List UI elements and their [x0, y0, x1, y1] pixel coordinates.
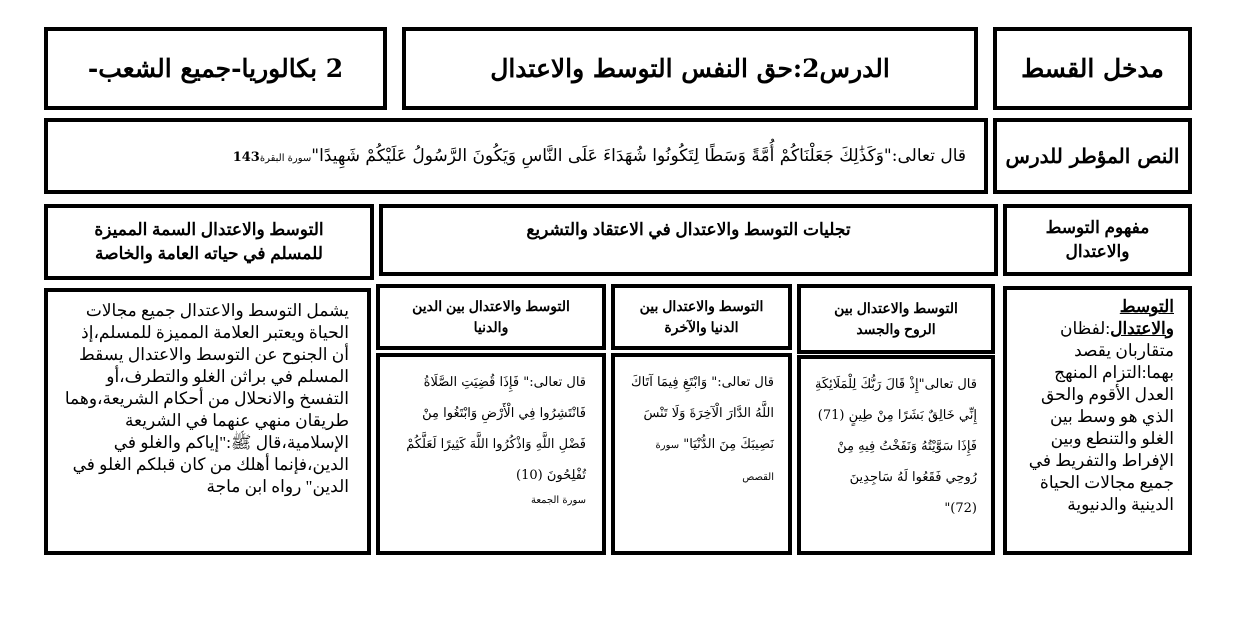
feature-text: يشمل التوسط والاعتدال جميع مجالات الحياة ويعتبر العلامة المميزة للمسلم،إذ أن الجنوح عن التوسط والاعتدال يسقط المسلم في براثن الغلو والتطرف،أو التفسخ والانحلال من أحكام الشريعة،وهما طريقان منهي عنهما في الشريعة الإسلامية،قال ﷺ:"إياكم والغلو في الدين،فإنما أهلك من كان قبلكم الغلو في الدين" رواه ابن ماجة: [64, 301, 349, 496]
section-label-box: [993, 27, 1192, 110]
concept-text: لفظان متقاربان يقصد بهما:التزام المنهج العدل الأقوم والحق الذي هو وسط بين الغلو والتنطع وبين الإفراط والتفريط في جميع مجالات الحياة الدينية والدنيوية: [1028, 319, 1174, 514]
lesson-title-box: [402, 27, 978, 110]
concept-definition: [1015, 296, 1174, 516]
religion-world-source: سورة الجمعة: [530, 495, 586, 506]
framing-text-box: [44, 118, 988, 194]
world-hereafter-header-box: [611, 284, 792, 350]
feature-header-box: [44, 204, 374, 280]
feature-body-box: [44, 288, 371, 555]
soul-body-verse: قال تعالى"إِذْ قَالَ رَبُّكَ لِلْمَلَائِكَةِ إِنِّي خَالِقٌ بَشَرًا مِنْ طِينٍ (71) فَإِذَا سَوَّيْتُهُ وَنَفَخْتُ فِيهِ مِنْ رُوحِي فَقَعُوا لَهُ سَاجِدِينَ (72)": [815, 377, 977, 516]
feature-header: التوسط والاعتدال السمة المميزة للمسلم في حياته العامة والخاصة: [94, 220, 324, 263]
framing-source-number: 143: [232, 150, 260, 165]
concept-colon: :: [1105, 319, 1111, 338]
level-label: 2 بكالوريا-جميع الشعب-: [87, 54, 344, 83]
level-box: [44, 27, 387, 110]
manifestations-header-box: [379, 204, 998, 276]
religion-world-header: التوسط والاعتدال بين الدين والدنيا: [412, 298, 570, 335]
religion-world-verse: [394, 367, 586, 511]
religion-world-header-box: [376, 284, 606, 350]
concept-term: التوسط والاعتدال: [1110, 297, 1174, 338]
framing-source: سورة البقرة: [259, 153, 312, 164]
religion-world-text: قال تعالى:" فَإِذَا قُضِيَتِ الصَّلَاةُ فَانْتَشِرُوا فِي الْأَرْضِ وَابْتَغُوا مِنْ فَضْلِ اللَّهِ وَاذْكُرُوا اللَّهَ كَثِيرًا لَعَلَّكُمْ تُفْلِحُونَ (10): [406, 375, 586, 483]
framing-text: [233, 146, 966, 166]
world-hereafter-verse-box: [611, 353, 792, 555]
framing-label-box: [993, 118, 1192, 194]
world-hereafter-source: سورة القصص: [655, 440, 774, 483]
soul-body-header: التوسط والاعتدال بين الروح والجسد: [834, 300, 958, 337]
world-hereafter-verse: [627, 367, 774, 493]
soul-body-verse-box: [797, 355, 995, 555]
section-label: مدخل القسط: [1021, 54, 1164, 83]
framing-verse: قال تعالى:"وَكَذَٰلِكَ جَعَلْنَاكُمْ أُمَّةً وَسَطًا لِتَكُونُوا شُهَدَاءَ عَلَى النَّاسِ وَيَكُونَ الرَّسُولُ عَلَيْكُمْ شَهِيدًا": [311, 146, 966, 166]
religion-world-verse-box: [376, 353, 606, 555]
manifestations-header: تجليات التوسط والاعتدال في الاعتقاد والتشريع: [526, 220, 851, 239]
lesson-title: الدرس2:حق النفس التوسط والاعتدال: [490, 54, 890, 83]
world-hereafter-header: التوسط والاعتدال بين الدنيا والآخرة: [639, 298, 764, 335]
soul-body-header-box: [797, 284, 995, 354]
world-hereafter-text: قال تعالى:" وَابْتَغِ فِيمَا آتَاكَ اللَّهُ الدَّارَ الْآخِرَةَ وَلَا تَنْسَ نَصِيبَكَ مِنَ الدُّنْيَا": [630, 375, 774, 452]
concept-body-box: [1003, 286, 1192, 555]
concept-header: مفهوم التوسط والاعتدال: [1045, 218, 1150, 261]
concept-header-box: [1003, 204, 1192, 276]
framing-label: النص المؤطر للدرس: [1005, 144, 1180, 168]
